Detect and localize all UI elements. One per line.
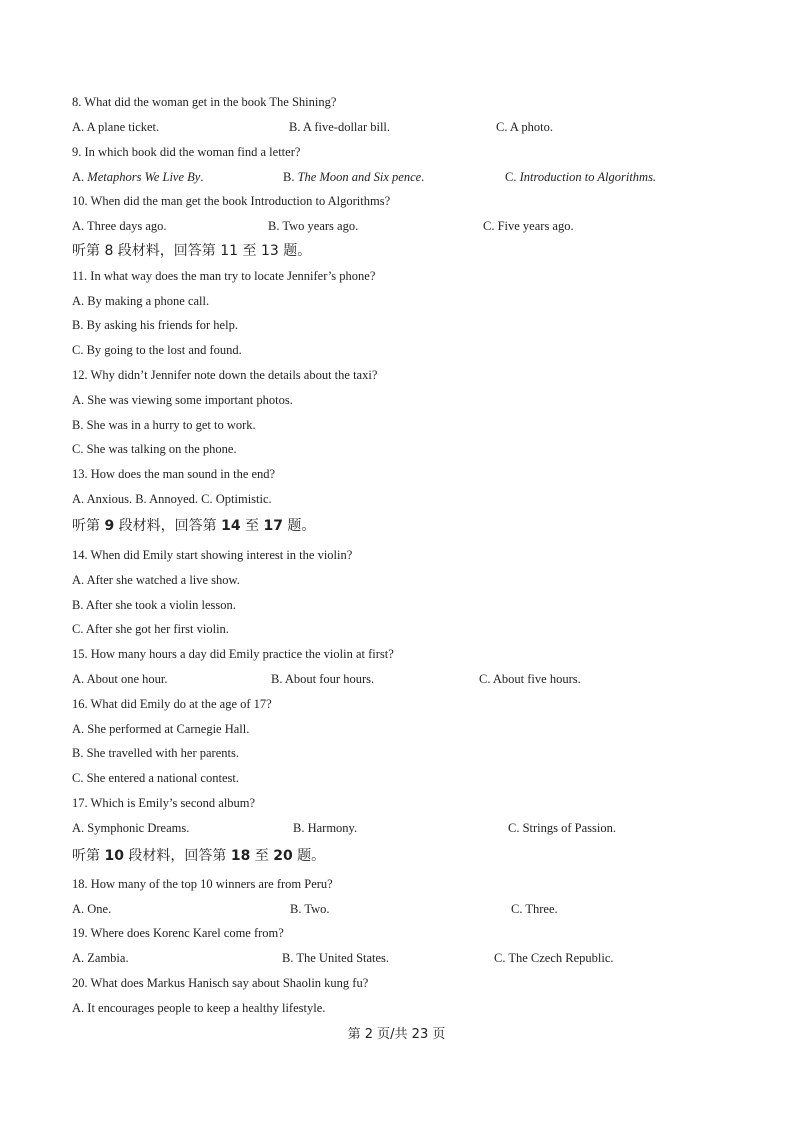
q16-option-a: A. She performed at Carnegie Hall. [72,722,250,736]
q9-option-c-letter: C. [505,170,520,184]
q15-option-c: C. About five hours. [479,672,581,686]
q8-option-a: A. A plane ticket. [72,120,160,134]
q11-option-b: B. By asking his friends for help. [72,318,238,332]
q19-option-a: A. Zambia. [72,951,129,965]
q8-option-c: C. A photo. [496,120,553,134]
section-9-number: 9 [104,518,115,534]
q8-option-b: B. A five-dollar bill. [289,120,391,134]
q20-option-a: A. It encourages people to keep a healthy lifestyle. [72,1001,326,1015]
q10-option-b: B. Two years ago. [268,219,359,233]
q17-option-c: C. Strings of Passion. [508,821,617,835]
q9-option-b-title: The Moon and Six pence [297,170,422,184]
q9-option-a [72,169,203,185]
section-10-text-1: 听第 [72,848,105,864]
q18-option-a: A. One. [72,902,112,916]
q11-option-a: A. By making a phone call. [72,294,210,308]
section-10-start: 18 [230,848,251,864]
question-12: 12. Why didn’t Jennifer note down the details about the taxi? [72,368,378,382]
q12-option-c: C. She was talking on the phone. [72,442,237,456]
q9-option-b-period: . [421,170,425,184]
section-8-heading: 听第 8 段材料，回答第 11 至 13 题。 [72,243,312,259]
question-19: 19. Where does Korenc Karel come from? [72,926,284,940]
q19-option-c: C. The Czech Republic. [494,951,614,965]
question-18: 18. How many of the top 10 winners are from Peru? [72,877,333,891]
q10-option-a: A. Three days ago. [72,219,167,233]
q13-options: A. Anxious. B. Annoyed. C. Optimistic. [72,492,272,506]
q11-option-c: C. By going to the lost and found. [72,343,242,357]
q9-option-a-title: Metaphors We Live By [87,170,201,184]
q9-option-a-period: . [200,170,204,184]
section-10-end: 20 [273,848,293,864]
section-9-text-2: 段材料，回答第 [114,518,222,534]
q9-option-b-letter: B. [283,170,298,184]
section-9-end: 17 [263,518,283,534]
q15-option-b: B. About four hours. [271,672,375,686]
q19-option-b: B. The United States. [282,951,390,965]
question-11: 11. In what way does the man try to locate Jennifer’s phone? [72,269,376,283]
section-10-number: 10 [104,848,124,864]
question-8: 8. What did the woman get in the book The Shining? [72,95,337,109]
question-20: 20. What does Markus Hanisch say about Shaolin kung fu? [72,976,369,990]
q16-option-c: C. She entered a national contest. [72,771,239,785]
q12-option-a: A. She was viewing some important photos. [72,393,293,407]
q10-option-c: C. Five years ago. [483,219,574,233]
q17-option-a: A. Symphonic Dreams. [72,821,190,835]
q18-option-b: B. Two. [290,902,330,916]
question-14: 14. When did Emily start showing interest in the violin? [72,548,353,562]
q12-option-b: B. She was in a hurry to get to work. [72,418,256,432]
q16-option-b: B. She travelled with her parents. [72,746,239,760]
q17-option-b: B. Harmony. [293,821,358,835]
section-9-text-3: 至 [240,518,264,534]
question-15: 15. How many hours a day did Emily practice the violin at first? [72,647,394,661]
section-10-heading [72,847,325,865]
question-13: 13. How does the man sound in the end? [72,467,276,481]
q14-option-b: B. After she took a violin lesson. [72,598,236,612]
question-10: 10. When did the man get the book Introduction to Algorithms? [72,194,391,208]
section-10-text-2: 段材料，回答第 [123,848,231,864]
section-10-text-4: 题。 [292,848,326,864]
q18-option-c: C. Three. [511,902,558,916]
section-10-text-3: 至 [250,848,274,864]
q9-option-c-title: Introduction to Algorithms. [519,170,657,184]
q9-option-b [283,169,424,185]
section-9-text-4: 题。 [282,518,316,534]
section-9-start: 14 [221,518,241,534]
question-16: 16. What did Emily do at the age of 17? [72,697,272,711]
page-footer: 第 2 页/共 23 页 [347,1027,446,1042]
section-9-text-1: 听第 [72,518,105,534]
q14-option-c: C. After she got her first violin. [72,622,229,636]
q15-option-a: A. About one hour. [72,672,168,686]
section-9-heading [72,517,315,535]
q9-option-a-letter: A. [72,170,88,184]
q9-option-c [505,169,656,185]
question-9: 9. In which book did the woman find a letter? [72,145,301,159]
q14-option-a: A. After she watched a live show. [72,573,240,587]
question-17: 17. Which is Emily’s second album? [72,796,256,810]
